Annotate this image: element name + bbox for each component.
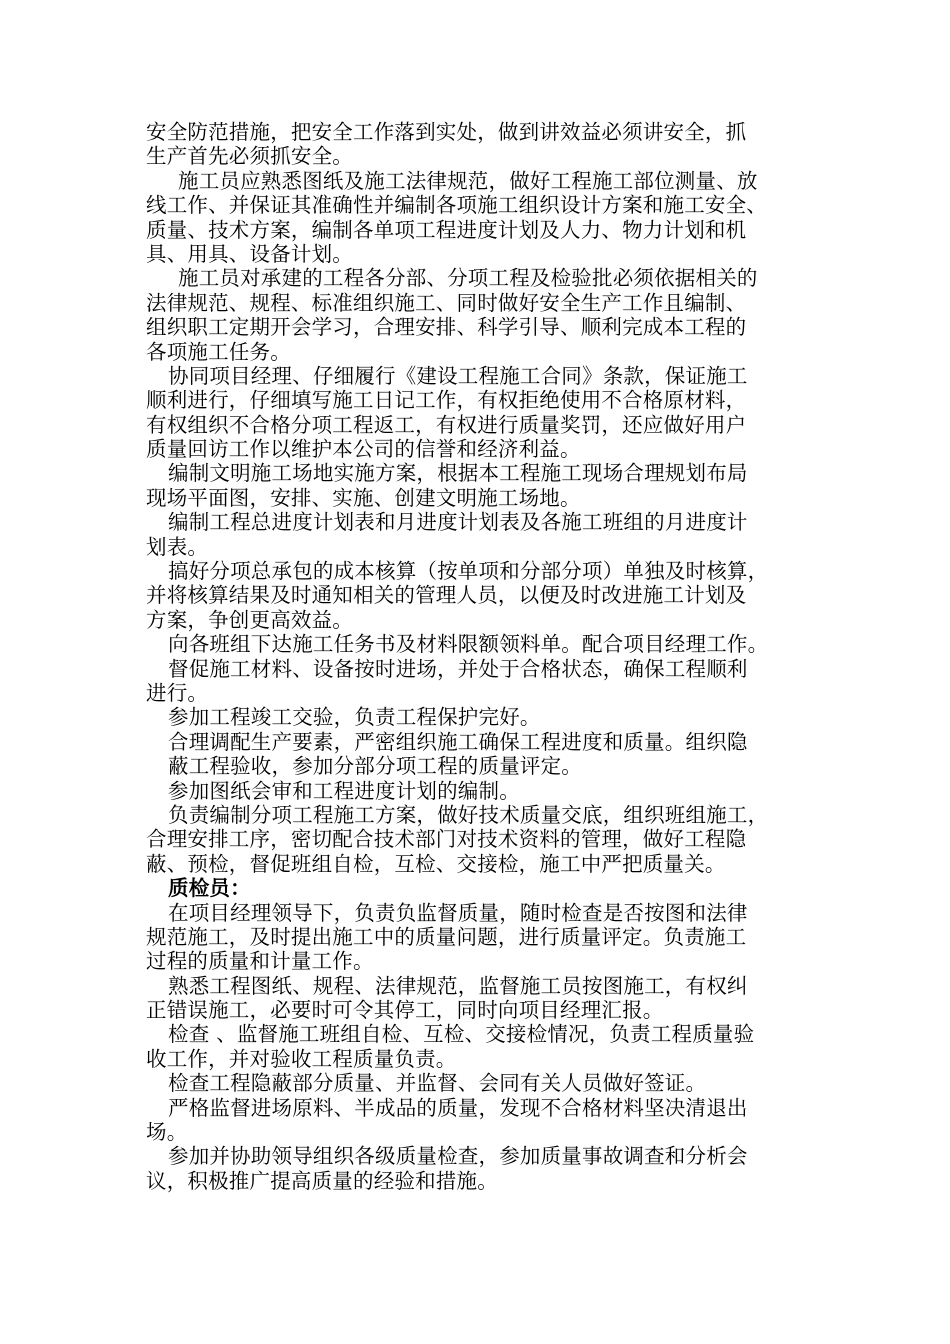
text-line: 场。 [146, 1120, 188, 1145]
text-line: 参加并协助领导组织各级质量检查，参加质量事故调查和分析会 [168, 1144, 748, 1169]
text-line: 正错误施工，必要时可令其停工，同时向项目经理汇报。 [146, 998, 664, 1023]
document-body [146, 120, 826, 1193]
text-line: 督促施工材料、设备按时进场，并处于合格状态，确保工程顺利 [168, 656, 748, 681]
text-line: 参加工程竣工交验，负责工程保护完好。 [168, 705, 541, 730]
text-line: 现场平面图，安排、实施、创建文明施工场地。 [146, 485, 581, 510]
text-line: 编制文明施工场地实施方案，根据本工程施工现场合理规划布局 [168, 461, 748, 486]
text-line: 法律规范、规程、标准组织施工、同时做好安全生产工作且编制、 [146, 290, 747, 315]
text-line: 协同项目经理、仔细履行《建设工程施工合同》条款，保证施工 [168, 363, 748, 388]
text-line: 具、用具、设备计划。 [146, 241, 353, 266]
text-line: 向各班组下达施工任务书及材料限额领料单。配合项目经理工作。 [168, 632, 769, 657]
text-line: 划表。 [146, 534, 209, 559]
text-line: 蔽工程验收，参加分部分项工程的质量评定。 [168, 754, 582, 779]
text-line: 严格监督进场原料、半成品的质量，发现不合格材料坚决清退出 [168, 1095, 748, 1120]
text-line: 搞好分项总承包的成本核算（按单项和分部分项）单独及时核算， [168, 559, 769, 584]
text-line: 检查 、监督施工班组自检、互检、交接检情况，负责工程质量验 [168, 1022, 755, 1047]
text-line: 施工员应熟悉图纸及施工法律规范，做好工程施工部位测量、放 [178, 168, 758, 193]
text-line: 各项施工任务。 [146, 339, 291, 364]
text-line: 方案，争创更高效益。 [146, 607, 353, 632]
text-line: 并将核算结果及时通知相关的管理人员，以便及时改进施工计划及 [146, 583, 747, 608]
text-line: 质量回访工作以维护本公司的信誉和经济利益。 [146, 437, 581, 462]
text-line: 有权组织不合格分项工程返工，有权进行质量奖罚，还应做好用户 [146, 412, 747, 437]
text-line: 质量、技术方案，编制各单项工程进度计划及人力、物力计划和机 [146, 217, 747, 242]
text-line: 熟悉工程图纸、规程、法律规范，监督施工员按图施工，有权纠 [168, 973, 748, 998]
text-line: 收工作，并对验收工程质量负责。 [146, 1046, 457, 1071]
text-line: 顺利进行，仔细填写施工日记工作，有权拒绝使用不合格原材料， [146, 388, 747, 413]
text-line: 线工作、并保证其准确性并编制各项施工组织设计方案和施工安全、 [146, 193, 767, 218]
text-line: 议，积极推广提高质量的经验和措施。 [146, 1168, 498, 1193]
text-line: 规范施工，及时提出施工中的质量问题，进行质量评定。负责施工 [146, 924, 747, 949]
text-line: 合理调配生产要素，严密组织施工确保工程进度和质量。组织隐 [168, 729, 748, 754]
text-line: 参加图纸会审和工程进度计划的编制。 [168, 778, 520, 803]
text-line: 负责编制分项工程施工方案，做好技术质量交底，组织班组施工， [168, 802, 769, 827]
text-line: 施工员对承建的工程各分部、分项工程及检验批必须依据相关的 [178, 266, 758, 291]
text-line: 生产首先必须抓安全。 [146, 144, 353, 169]
text-line: 蔽、预检，督促班组自检，互检、交接检，施工中严把质量关。 [146, 851, 726, 876]
text-line: 安全防范措施，把安全工作落到实处，做到讲效益必须讲安全，抓 [146, 120, 747, 144]
text-line: 过程的质量和计量工作。 [146, 949, 374, 974]
text-line: 组织职工定期开会学习，合理安排、科学引导、顺利完成本工程的 [146, 315, 747, 340]
text-line: 检查工程隐蔽部分质量、并监督、会同有关人员做好签证。 [168, 1071, 707, 1096]
text-line: 在项目经理领导下，负责负监督质量，随时检查是否按图和法律 [168, 900, 748, 925]
text-line: 合理安排工序，密切配合技术部门对技术资料的管理，做好工程隐 [146, 827, 747, 852]
section-heading: 质检员： [168, 876, 251, 901]
text-line: 进行。 [146, 680, 209, 705]
text-line: 编制工程总进度计划表和月进度计划表及各施工班组的月进度计 [168, 510, 748, 535]
